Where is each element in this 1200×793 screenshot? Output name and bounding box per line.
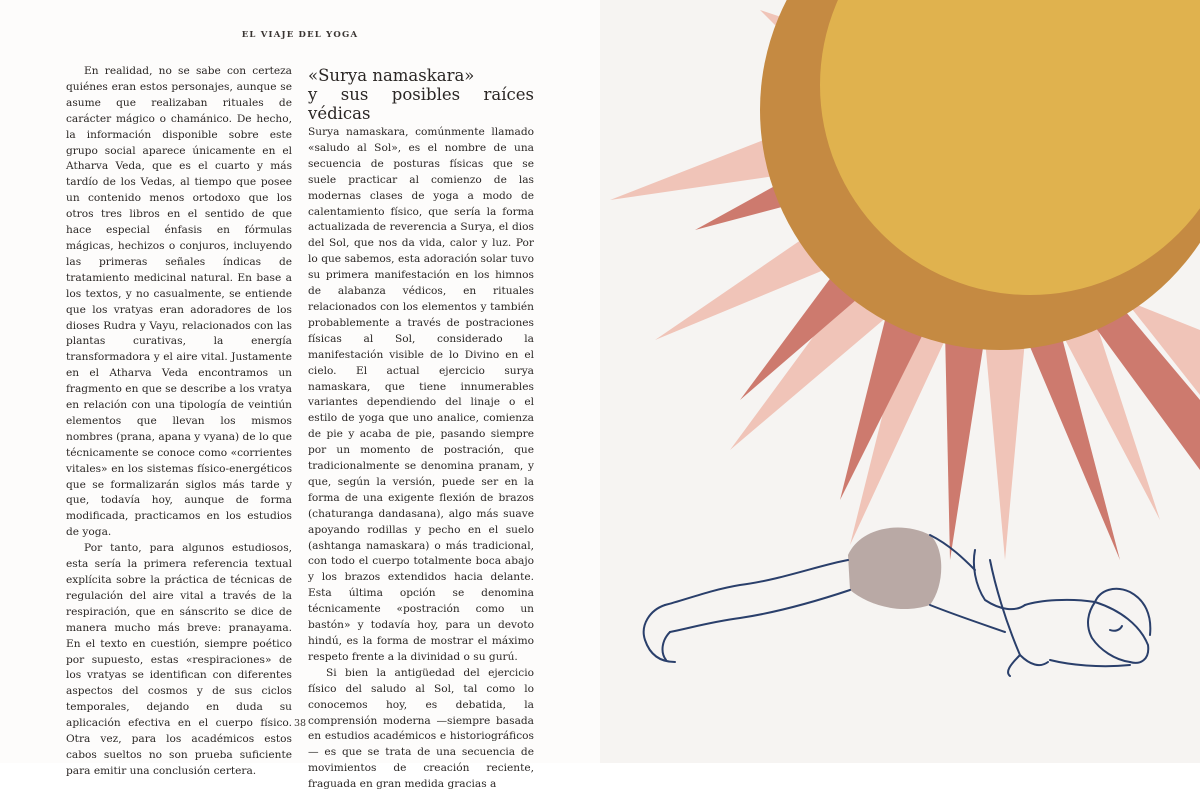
left-text-column xyxy=(66,64,292,780)
sun-illustration xyxy=(600,0,1200,763)
section-title xyxy=(308,66,534,123)
shorts-shape xyxy=(848,528,941,610)
running-title: EL VIAJE DEL YOGA xyxy=(241,30,359,40)
person-prostration-pose xyxy=(644,528,1151,676)
paragraph: En realidad, no se sabe con certeza quiénes eran estos personajes, aunque se asume que realizaban rituales de carácter mágico o chamánico. De hecho, la información disponible sobre este grupo social aparece únicamente en el Atharva Veda, que es el cuarto y más tardío de los Vedas, al tiempo que posee un contenido menos ortodoxo que los otros tres libros en el sentido de que hace especial énfasis en fórmulas mágicas, hechizos o conjuros, incluyendo las primeras señales índicas de tratamiento medicinal natural. En base a los textos, y no casualmente, se entiende que los vratyas eran adoradores de los dioses Rudra y Vayu, relacionados con las plantas curativas, la energía transformadora y el aire vital. Justamente en el Atharva Veda encontramos un fragmento en que se describe a los vratya en relación con una tipología de veintiún elementos que llevan los mismos nombres (prana, apana y vyana) de lo que técnicamente se conoce como «corrientes vitales» en los sistemas físico-energéticos que se formalizarán siglos más tarde y que, todavía hoy, aunque de forma modificada, practicamos en los estudios de yoga. xyxy=(66,65,292,539)
section-title-line-2: y sus posibles raíces védicas xyxy=(308,85,534,123)
paragraph: Si bien la antigüedad del ejercicio físico del saludo al Sol, tal como lo conocemos hoy, es debatida, la comprensión moderna —siempre basada en estudios académicos e historiográficos— es que se trata de una secuencia de movimientos de creación reciente, fraguada en gran medida gracias a xyxy=(308,666,534,791)
page-number: 38 xyxy=(293,718,307,729)
right-text-column xyxy=(308,66,534,793)
paragraph: Surya namaskara, comúnmente llamado «saludo al Sol», es el nombre de una secuencia de posturas físicas que se suele practicar al comienzo de las modernas clases de yoga a modo de calentamiento físico, que sería la forma actualizada de reverencia a Surya, el dios del Sol, que nos da vida, calor y luz. Por lo que sabemos, esta adoración solar tuvo su primera manifestación en los himnos de alabanza védicos, en rituales relacionados con los elementos y también probablemente a través de postraciones físicas al Sol, considerado la manifestación visible de lo Divino en el cielo. El actual ejercicio surya namaskara, que tiene innumerables variantes dependiendo del linaje o el estilo de yoga que uno analice, comienza de pie y acaba de pie, pasando siempre por un momento de postración, que tradicionalmente se denomina pranam, y que, según la versión, puede ser en la forma de una exigente flexión de brazos (chaturanga dandasana), algo más suave apoyando rodillas y pecho en el suelo (ashtanga namaskara) o más tradicional, con todo el cuerpo totalmente boca abajo y los brazos extendidos hacia delante. Esta última opción se denomina técnicamente «postración como un bastón» y todavía hoy, para un devoto hindú, es la forma de mostrar el máximo respeto frente a la divinidad o su gurú. xyxy=(308,126,534,663)
left-page xyxy=(0,0,600,791)
right-page-illustration xyxy=(600,0,1200,763)
paragraph: Por tanto, para algunos estudiosos, esta sería la primera referencia textual explícita sobre la práctica de técnicas de regulación del aire vital a través de la respiración, que en sánscrito se dice de manera mucho más breve: pranayama. En el texto en cuestión, siempre poético por supuesto, estas «respiraciones» de los vratyas se identifican con diferentes aspectos del cosmos y de sus ciclos temporales, dejando en duda su aplicación efectiva en el cuerpo físico. Otra vez, para los académicos estos cabos sueltos no son prueba suficiente para emitir una conclusión certera. xyxy=(66,542,292,777)
section-title-line-1: «Surya namaskara» xyxy=(308,66,475,85)
